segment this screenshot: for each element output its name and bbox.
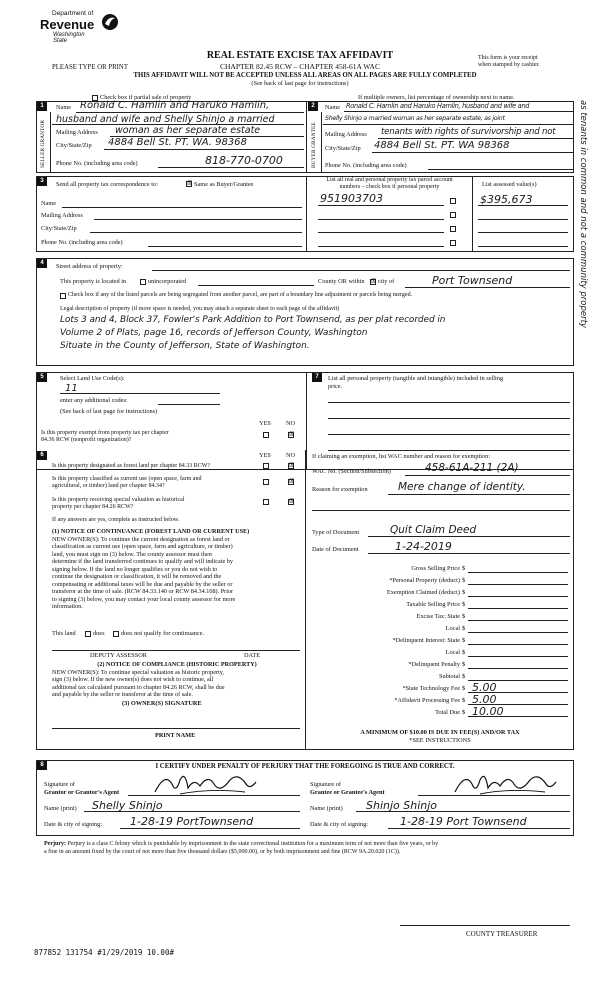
notice1-p7: compensating or additional taxes will be due and payable by the seller or — [52, 580, 233, 588]
land-does-not-checkbox[interactable] — [113, 631, 119, 637]
current-use-yes-checkbox[interactable] — [263, 479, 269, 485]
see-instructions-note: *SEE INSTRUCTIONS — [409, 737, 471, 744]
assessed-rule-2 — [478, 219, 568, 220]
perjury-title: Perjury: — [44, 841, 66, 847]
seller-city-rule — [104, 149, 304, 150]
not-accepted-warning: THIS AFFIDAVIT WILL NOT BE ACCEPTED UNLESS ALL AREAS ON ALL PAGES ARE FULLY COMPLETED — [133, 72, 477, 79]
parcel-personal-checkbox-2[interactable] — [450, 212, 456, 218]
notice1-p8: transferor at the time of sale. (RCW 84.33.140 or RCW 84.34.108). Prior — [52, 588, 234, 595]
notice2-title: (2) NOTICE OF COMPLIANCE (HISTORIC PROPERTY) — [97, 661, 257, 668]
section-7-lower-frame — [306, 450, 574, 750]
segregated-label: Check box if any of the listed parcels are being segregated from another parcel, are part of a boundary line adjustment or parcels being merged. — [68, 292, 413, 298]
buyer-margin-note: as tenants in common and not a community property — [578, 100, 588, 328]
wac-label: WAC No. (Section/Subsection) — [312, 468, 391, 475]
parcel-header — [308, 177, 471, 191]
historic-question-2: property per chapter 84.26 RCW? — [52, 504, 134, 510]
deputy-assessor-label: DEPUTY ASSESSOR — [90, 652, 147, 659]
additional-codes-label: enter any additional codes: — [60, 397, 128, 404]
county-treasurer-label: COUNTY TREASURER — [466, 930, 538, 938]
correspondence-phone-rule — [148, 246, 302, 247]
fee-label: *Delinquent Penalty — [408, 661, 460, 668]
seller-mailing-label: Mailing Address — [56, 129, 98, 136]
notice1-p10: information. — [52, 603, 83, 610]
notice2-p4: and payable by the seller or transferor at the time of sale. — [52, 691, 193, 698]
reason-rule-2 — [312, 510, 570, 511]
property-city-rule — [405, 287, 570, 288]
city-of-checkbox[interactable]: ☒ — [371, 279, 377, 285]
correspondence-city-label: City/State/Zip — [41, 225, 77, 232]
unincorporated-checkbox[interactable] — [140, 279, 146, 285]
fee-label: Subtotal — [439, 673, 460, 680]
sec5-no-header: NO — [286, 420, 296, 427]
land-use-see-back: (See back of last page for instructions) — [60, 408, 158, 415]
assessed-value-1[interactable]: $395,673 — [480, 193, 533, 206]
partial-sale-label: Check box if partial sale of property — [100, 94, 192, 101]
correspondence-mailing-label: Mailing Address — [41, 212, 83, 219]
historic-yes-checkbox[interactable] — [263, 499, 269, 505]
washington-state-label: Washington State — [53, 32, 85, 44]
buyer-grantee-side-label: BUYER GRANTEE — [311, 122, 317, 168]
dept-label: Department of — [52, 10, 94, 17]
fee-rule — [468, 608, 568, 609]
notice1-title: (1) NOTICE OF CONTINUANCE (FOREST LAND OR CURRENT USE) — [52, 528, 250, 535]
notice2-p3: additional tax calculated pursuant to chapter 84.26 RCW, shall be due — [52, 683, 225, 691]
legal-description-line1[interactable]: Lots 3 and 4, Block 37, Fowler's Park Addition to Port Townsend, as per plat recorded in — [60, 315, 446, 325]
personal-property-label-1: List all personal property (tangible and intangible) included in selling — [328, 375, 504, 382]
property-city-value[interactable]: Port Townsend — [432, 274, 513, 287]
fee-label: Local — [445, 625, 460, 632]
current-use-question-2: agricultural, or timber) land per chapter 84.34? — [52, 483, 165, 489]
buyer-city-value[interactable]: 4884 Bell St. PT. WA 98368 — [374, 140, 510, 151]
section-3-assessed-divider — [472, 176, 473, 252]
section-4-number: 4 — [37, 259, 47, 268]
fee-rule — [468, 620, 568, 621]
receipt-note-line2: when stamped by cashier. — [478, 62, 540, 68]
exemption-claim-label: If claiming an exemption, list WAC number and reason for exemption: — [312, 453, 491, 460]
section-8-number: 8 — [37, 761, 47, 770]
sec5-yes-header: YES — [259, 420, 271, 427]
land-does-checkbox[interactable] — [85, 631, 91, 637]
fee-dollar-sign: $ — [462, 613, 466, 620]
section-1-number: 1 — [37, 102, 47, 111]
forest-land-question: Is this property designated as forest land per chapter 84.33 RCW? — [52, 463, 211, 469]
grantee-name-value[interactable]: Shinjo Shinjo — [366, 799, 438, 812]
receipt-stamp: 877852 131754 #1/29/2019 10.00# — [34, 948, 174, 957]
grantor-name-value[interactable]: Shelly Shinjo — [92, 799, 163, 812]
fee-rule — [468, 668, 568, 669]
buyer-name-rule1 — [344, 111, 574, 112]
street-address-label: Street address of property: — [56, 263, 123, 270]
fee-label: *Affidavit Processing Fee — [394, 697, 460, 704]
assessed-rule-3 — [478, 232, 568, 233]
exempt-question-2: 84.36 RCW (nonprofit organization)? — [41, 437, 132, 443]
doc-date-value[interactable]: 1-24-2019 — [395, 540, 452, 553]
fee-dollar-sign: $ — [462, 589, 466, 596]
seller-phone-label: Phone No. (including area code) — [56, 160, 138, 167]
current-use-no-checkbox[interactable]: ☒ — [289, 479, 295, 485]
receipt-note — [478, 55, 540, 69]
fee-label: *Delinquent Interest: State — [392, 637, 460, 644]
parcel-rule-1 — [318, 205, 444, 206]
seller-name-line2[interactable]: husband and wife and Shelly Shinjo a married — [56, 114, 275, 125]
correspondence-phone-label: Phone No. (including area code) — [41, 239, 123, 246]
fee-rule — [468, 572, 568, 573]
grantee-name-rule — [356, 811, 570, 812]
current-use-question-1: Is this property classified as current use (open space, farm and — [52, 476, 202, 482]
notice1-p6: continue the designation or classification, it will be removed and the — [52, 573, 222, 580]
grantee-date-label: Date & city of signing: — [310, 821, 369, 828]
seller-phone-value[interactable]: 818-770-0700 — [205, 154, 283, 167]
fee-value[interactable]: 5.00 — [472, 681, 497, 694]
sec6-no-header: NO — [286, 452, 296, 459]
doc-date-label: Date of Document — [312, 546, 359, 553]
grantor-date-rule — [120, 828, 300, 829]
notice-of-continuance — [52, 528, 302, 611]
land-use-value[interactable]: 11 — [65, 383, 78, 394]
personal-property-rule-3 — [328, 434, 570, 435]
legal-description-line2[interactable]: Volume 2 of Plats, page 16, records of Jefferson County, Washington — [60, 328, 368, 338]
legal-description-line3[interactable]: Situate in the County of Jefferson, State of Washington. — [60, 341, 310, 351]
grantee-signature-rule — [418, 795, 570, 796]
doc-type-value[interactable]: Quit Claim Deed — [390, 524, 477, 536]
section-2-number: 2 — [308, 102, 318, 111]
buyer-name-line2[interactable]: Shelly Shinjo a married woman as her separate estate, as joint — [325, 115, 505, 122]
fee-label: *State Technology Fee — [402, 685, 460, 692]
fee-label: Taxable Selling Price — [406, 601, 460, 608]
buyer-side-rule — [321, 112, 322, 173]
fee-label: *Personal Property (deduct) — [389, 577, 460, 584]
fee-dollar-sign: $ — [462, 709, 466, 716]
reason-label: Reason for exemption — [312, 486, 368, 493]
fee-dollar-sign: $ — [462, 649, 466, 656]
assessed-header: List assessed value(s) — [482, 181, 537, 188]
buyer-city-rule — [372, 152, 574, 153]
parcel-rule-3 — [318, 232, 444, 233]
land-qualify-label: This land — [52, 630, 76, 637]
fee-dollar-sign: $ — [462, 673, 466, 680]
segregated-checkbox[interactable] — [60, 293, 66, 299]
grantee-date-rule — [388, 828, 570, 829]
same-as-buyer-label: Same as Buyer/Grantee — [194, 181, 254, 188]
same-as-buyer-checkbox[interactable]: ☒ — [187, 181, 193, 187]
perjury-notice — [44, 841, 574, 856]
doc-date-rule — [368, 553, 570, 554]
reason-value[interactable]: Mere change of identity. — [398, 481, 526, 493]
fee-dollar-sign: $ — [462, 601, 466, 608]
fee-label: Local — [445, 649, 460, 656]
notice1-p2: classification as current use (open space, farm and agriculture, or timber) — [52, 543, 233, 550]
correspondence-city-rule — [90, 232, 302, 233]
fee-dollar-sign: $ — [462, 565, 466, 572]
perjury-line-1 — [44, 841, 574, 849]
buyer-name-rule2 — [323, 124, 574, 125]
grantor-signature-rule — [128, 795, 300, 796]
historic-question-1: Is this property receiving special valuation as historical — [52, 497, 185, 503]
buyer-mailing-label: Mailing Address — [325, 131, 367, 138]
section-3-number: 3 — [37, 177, 47, 186]
forest-yes-checkbox[interactable] — [263, 463, 269, 469]
buyer-mailing-value[interactable]: tenants with rights of survivorship and not — [381, 127, 556, 137]
additional-codes-rule — [158, 404, 220, 405]
correspondence-name-label: Name — [41, 200, 57, 207]
seller-grantor-side-label: SELLER GRANTOR — [40, 119, 46, 168]
correspondence-mailing-rule — [94, 219, 302, 220]
doc-type-label: Type of Document — [312, 529, 360, 536]
exempt-yes-checkbox[interactable] — [263, 432, 269, 438]
notice2-p1: NEW OWNER(S): To continue special valuation as historic property, — [52, 668, 224, 676]
revenue-logo — [40, 8, 100, 48]
notice1-p5: signing below. If the land no longer qualifies or you do not wish to — [52, 565, 218, 573]
fee-dollar-sign: $ — [462, 625, 466, 632]
land-use-rule — [60, 393, 220, 394]
deputy-date-label: DATE — [244, 652, 261, 659]
notice-of-compliance — [52, 661, 302, 699]
form-title: REAL ESTATE EXCISE TAX AFFIDAVIT — [206, 50, 394, 61]
forest-no-checkbox[interactable]: ☒ — [289, 463, 295, 469]
fee-rule — [468, 632, 568, 633]
seller-city-label: City/State/Zip — [56, 142, 92, 149]
land-does-label: does — [93, 630, 105, 637]
buyer-mailing-rule — [378, 138, 574, 139]
personal-property-label-2: price. — [328, 383, 343, 390]
grantee-signature-label-1: Signature of — [310, 781, 341, 788]
perjury-text-2: a fine in an amount fixed by the court of not more than five thousand dollars ($5,000.00), or by both imprisonment and fine (RCW 9A.20.020 (1C)). — [44, 848, 401, 855]
parcel-header-line1: List all real and personal property tax parcel account — [326, 177, 453, 183]
exempt-question-1: Is this property exempt from property tax per chapter — [41, 430, 169, 436]
revenue-swirl-icon — [100, 12, 120, 32]
fee-rule — [468, 644, 568, 645]
land-does-not-label: does not qualify for continuance. — [121, 630, 205, 637]
seller-phone-rule — [158, 167, 304, 168]
form-chapter: CHAPTER 82.45 RCW – CHAPTER 458-61A WAC — [220, 62, 380, 71]
notice1-p1: NEW OWNER(S): To continue the current designation as forest land or — [52, 535, 230, 543]
notice2-p2: sign (3) below. If the new owner(s) does not wish to continue, all — [52, 676, 214, 683]
section-6-number: 6 — [37, 451, 47, 460]
seller-mailing-value[interactable]: woman as her separate estate — [115, 125, 261, 136]
wac-value[interactable]: 458-61A-211 (2A) — [425, 462, 519, 474]
correspondence-name-rule — [62, 207, 302, 208]
parcel-rule-4 — [318, 246, 444, 247]
parcel-number-1[interactable]: 951903703 — [320, 192, 383, 205]
owner-signature-label: (3) OWNER(S) SIGNATURE — [122, 700, 202, 707]
section-5-number: 5 — [37, 373, 47, 382]
seller-name-line1[interactable]: Ronald C. Hamlin and Haruko Hamlin, — [80, 100, 270, 111]
doc-type-rule — [368, 536, 570, 537]
type-or-print: PLEASE TYPE OR PRINT — [52, 64, 128, 71]
fee-dollar-sign: $ — [462, 685, 466, 692]
parcel-personal-checkbox-1[interactable] — [450, 198, 456, 204]
fee-dollar-sign: $ — [462, 661, 466, 668]
buyer-city-label: City/State/Zip — [325, 145, 361, 152]
notice1-p4: determine if the land transferred continues to qualify and will indicate by — [52, 558, 233, 565]
buyer-name-line1[interactable]: Ronald C. Hamlin and Haruko Hamlin, husband and wife and — [346, 102, 530, 110]
seller-city-value[interactable]: 4884 Bell St. PT. WA. 98368 — [108, 137, 247, 148]
fee-rule — [468, 656, 568, 657]
grantor-name-rule — [84, 811, 300, 812]
buyer-name-label: Name — [325, 104, 341, 111]
sec6-yes-header: YES — [259, 452, 271, 459]
grantee-name-label: Name (print) — [310, 805, 343, 812]
see-back-note: (See back of last page for instructions) — [251, 80, 349, 87]
grantee-date-value[interactable]: 1-28-19 Port Townsend — [400, 815, 527, 828]
receipt-note-line1: This form is your receipt — [478, 55, 538, 61]
section-1-2-divider — [306, 101, 307, 173]
county-or-within-label: County OR within — [318, 278, 365, 285]
seller-name-rule1 — [76, 112, 304, 113]
minimum-due-note: A MINIMUM OF $10.00 IS DUE IN FEE(S) AND/OR TAX — [360, 729, 520, 736]
reason-rule-1 — [388, 494, 570, 495]
fee-label: Exemption Claimed (deduct) — [386, 589, 460, 596]
certify-statement: I CERTIFY UNDER PENALTY OF PERJURY THAT THE FOREGOING IS TRUE AND CORRECT. — [155, 763, 455, 770]
fee-rule — [468, 584, 568, 585]
assessed-rule-4 — [478, 246, 568, 247]
fee-rule — [468, 596, 568, 597]
assessed-rule-1 — [478, 205, 568, 206]
grantor-date-label: Date & city of signing: — [44, 821, 103, 828]
unincorporated-label: unincorporated — [148, 278, 187, 285]
located-in-label: This property is located in — [60, 278, 127, 285]
section-3-divider — [306, 176, 307, 252]
section-7-number: 7 — [312, 373, 322, 382]
seller-name-label: Name — [56, 104, 72, 111]
fee-label: Excise Tax: State — [416, 613, 460, 620]
parcel-header-line2: numbers – check box if personal property — [339, 184, 440, 190]
notice1-p9: to signing (3) below, you may contact your local county assessor for more — [52, 595, 236, 603]
exempt-no-checkbox[interactable]: ☒ — [289, 432, 295, 438]
land-use-label: Select Land Use Code(s): — [60, 375, 125, 382]
fee-dollar-sign: $ — [462, 577, 466, 584]
fee-value[interactable]: 5.00 — [472, 693, 497, 706]
multiple-owners-note: If multiple owners, list percentage of ownership next to name. — [358, 94, 515, 101]
parcel-personal-checkbox-3[interactable] — [450, 226, 456, 232]
parcel-rule-2 — [318, 219, 444, 220]
treasurer-rule — [400, 925, 570, 926]
send-correspondence-label: Send all property tax correspondence to: — [56, 181, 158, 188]
personal-property-rule-2 — [328, 418, 570, 419]
grantor-name-label: Name (print) — [44, 805, 77, 812]
fee-dollar-sign: $ — [462, 637, 466, 644]
perjury-text-1: Perjury is a class C felony which is punishable by imprisonment in the state correctional institution for a maximum term of not more than five years, or by — [67, 841, 439, 847]
legal-description-label: Legal description of property (if more space is needed, you may attach a separate sheet to each page of the affidavit) — [60, 306, 340, 312]
wac-rule — [405, 475, 570, 476]
grantor-signature-label-1: Signature of — [44, 781, 75, 788]
deputy-assessor-rule — [52, 650, 300, 651]
city-of-label: city of — [378, 278, 395, 285]
print-name-label: PRINT NAME — [155, 732, 196, 739]
fee-dollar-sign: $ — [462, 697, 466, 704]
street-address-rule — [152, 270, 570, 271]
seller-side-rule — [50, 112, 51, 173]
grantor-signature-label-2: Grantor or Grantor's Agent — [44, 789, 120, 796]
grantor-date-value[interactable]: 1-28-19 PortTownsend — [130, 815, 254, 828]
parcel-personal-checkbox-4[interactable] — [450, 240, 456, 246]
historic-no-checkbox[interactable]: ☒ — [289, 499, 295, 505]
county-rule — [198, 285, 314, 286]
fee-label: Total Due — [435, 709, 460, 716]
revenue-wordmark: Revenue — [40, 17, 95, 32]
fee-label: Gross Selling Price — [411, 565, 460, 572]
buyer-phone-label: Phone No. (including area code) — [325, 162, 407, 169]
owner-signature-rule — [52, 728, 300, 729]
grantee-signature-label-2: Grantee or Grantee's Agent — [310, 789, 385, 796]
fee-value[interactable]: 10.00 — [472, 705, 504, 718]
personal-property-rule-1 — [328, 402, 570, 403]
buyer-phone-rule — [428, 169, 574, 170]
notice1-p3: land, you must sign on (3) below. The county assessor must then — [52, 550, 212, 558]
if-any-yes-note: If any answers are yes, complete as instructed below. — [52, 517, 180, 523]
